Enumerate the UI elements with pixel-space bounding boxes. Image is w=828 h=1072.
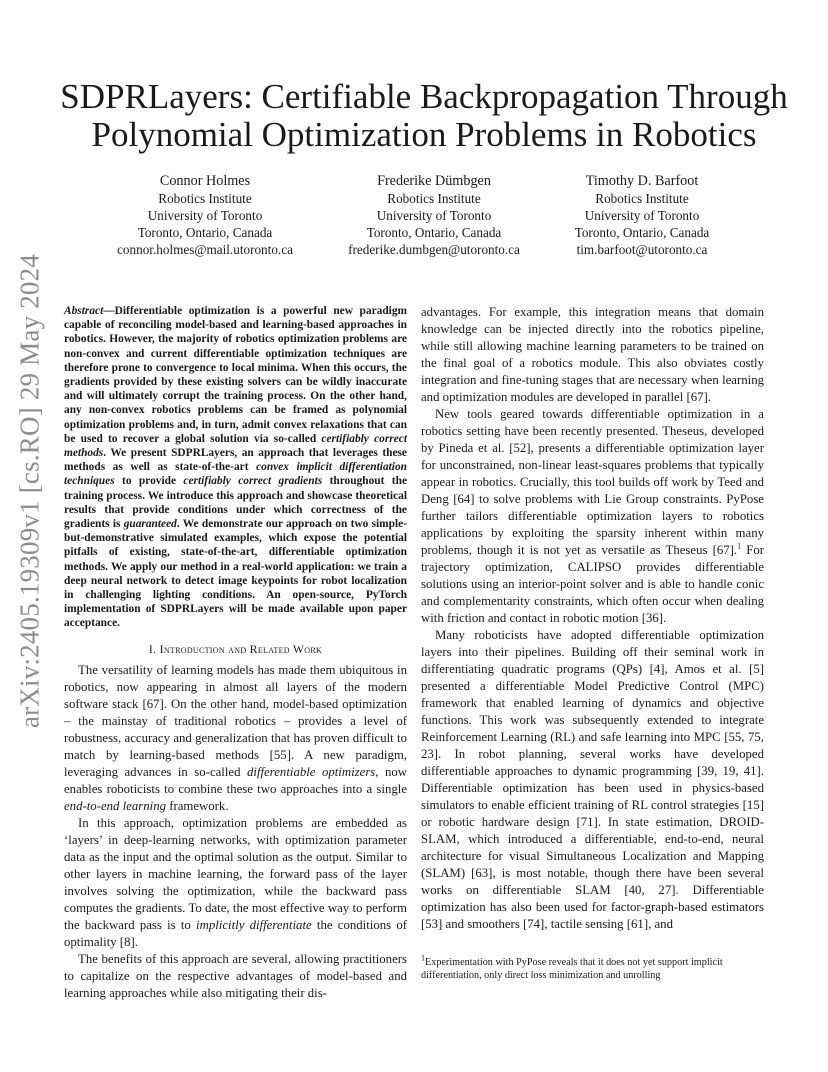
footnote-text: Experimentation with PyPose reveals that it does not yet support implicit differentiation, only direct loss minimization and unrolling	[421, 957, 723, 981]
paragraph	[421, 406, 764, 627]
author-barfoot	[522, 172, 762, 258]
abstract	[64, 304, 407, 631]
section-title: Introduction and Related Work	[159, 641, 323, 656]
section-heading	[64, 641, 407, 658]
abstract-emphasis: certifiably correct gradients	[183, 475, 323, 488]
author-holmes	[85, 172, 325, 258]
paragraph-text: , now enables roboticists to combine these two approaches into a single	[64, 764, 408, 796]
paragraph: Many roboticists have adopted differentiable optimization layers into their pipelines. Building off their seminal work in differentiating quadratic programs (QPs) [4], Amos et al. [5] presented a differentiable Model Predictive Control (MPC) framework that enabled learning of dynamics and objective functions. This work was subsequently extended to integrate Reinforcement Learning (RL) and safe learning into MPC [55, 75, 23]. In robot planning, several works have developed differentiable approaches to dynamic programming [39, 19, 41]. Differentiable optimization has been used in physics-based simulators to enable efficient training of RL control strategies [15] or robotic hardware design [71]. In state estimation, DROID-SLAM, which introduced a differentiable, end-to-end, neural architecture for visual Simultaneous Localization and Mapping (SLAM) [63], is most notable, though there have been several works on differentiable SLAM [40, 27]. Differentiable optimization has also been used for factor-graph-based estimators [53] and smoothers [74], tactile sensing [61], and	[421, 628, 764, 931]
title-line-1: SDPRLayers: Certifiable Backpropagation Through	[60, 77, 788, 116]
abstract-emphasis: convex implicit differentiation techniques	[64, 461, 407, 488]
paragraph-text: The versatility of learning models has made them ubiquitous in robotics, now appearing in almost all layers of the modern software stack [67]. On the other hand, model-based optimization – the mainstay of traditional robotics – provides a level of robustness, accuracy and generalization that has proven difficult to match by learning-based methods [55]. A new paradigm, leveraging advances in so-called	[64, 662, 407, 779]
left-column	[64, 304, 407, 1002]
abstract-text: to provide	[114, 475, 184, 488]
arxiv-id-text: arXiv:2405.19309v1 [cs.RO] 29 May 2024	[14, 253, 45, 729]
abstract-emphasis: certifiably correct methods	[64, 432, 407, 460]
author-email: connor.holmes@mail.utoronto.ca	[117, 242, 293, 257]
author-university: University of Toronto	[147, 208, 263, 223]
author-name: Frederike Dümbgen	[377, 173, 491, 189]
paragraph-emphasis: end-to-end learning	[64, 798, 166, 813]
author-university: University of Toronto	[376, 208, 492, 223]
paragraph: advantages. For example, this integration means that domain knowledge can be injected directly into the robotics pipeline, while still allowing machine learning parameters to be trained on the final goal of a robotics module. This also obviates costly integration and fine-tuning stages that are necessary when learning and optimization modules are developed in parallel [67].	[421, 305, 764, 404]
author-email: tim.barfoot@utoronto.ca	[576, 242, 708, 257]
paragraph-text: New tools geared towards differentiable optimization in a robotics setting have been recently presented. Theseus, developed by Pineda et al. [52], presents a differentiable optimization layer for unconstrained, non-linear least-squares problems that typically appear in robotics. Crucially, this tool builds off work by Teed and Deng [64] to solve problems with Lie Group constraints. PyPose further tailors differentiable optimization layers to robotics applications by exploiting the sparsity inherent within many problems, though it is not yet as versatile as Theseus [67].	[421, 407, 764, 557]
abstract-label: Abstract	[64, 305, 104, 317]
author-location: Toronto, Ontario, Canada	[574, 225, 710, 240]
paragraph-text: framework.	[166, 798, 229, 813]
paragraph: The benefits of this approach are several, allowing practitioners to capitalize on the respective advantages of model-based and learning approaches while also mitigating their dis-	[64, 951, 407, 1000]
footnote-mark: 1	[421, 953, 425, 963]
author-institute: Robotics Institute	[595, 191, 689, 206]
abstract-text: . We demonstrate our approach on two simple-but-demonstrative simulated examples, which expose the potential pitfalls of existing, state-of-the-art, differentiable optimization methods. We apply our method in a real-world application: we train a deep neural network to detect image keypoints for robot localization in challenging lighting conditions. An open-source, PyTorch implementation of SDPRLayers will be made available upon paper acceptance.	[64, 518, 407, 630]
author-email: frederike.dumbgen@utoronto.ca	[348, 242, 520, 257]
author-location: Toronto, Ontario, Canada	[137, 225, 273, 240]
footnote	[421, 953, 764, 982]
paragraph-text: For trajectory optimization, CALIPSO provides differentiable solutions using an interior-point solver and is able to handle conic and complementarity constraints, which often occur when dealing with friction and contact in robotic motion [36].	[421, 543, 764, 625]
abstract-emphasis: guaranteed	[123, 518, 177, 531]
paragraph-text: In this approach, optimization problems are embedded as ‘layers’ in deep-learning networks, with optimization parameter data as the input and the optimal solution as the output. Similar to other layers in machine learning, the forward pass of the layer involves solving the optimization, while the backward pass computes the gradients. To date, the most effective way to perform the backward pass is to	[64, 815, 407, 932]
paragraph-text: the conditions of optimality [8].	[64, 917, 407, 949]
author-dumbgen	[314, 172, 554, 258]
author-institute: Robotics Institute	[387, 191, 481, 206]
section-number: I.	[148, 641, 157, 656]
author-name: Timothy D. Barfoot	[585, 173, 699, 189]
author-location: Toronto, Ontario, Canada	[366, 225, 502, 240]
abstract-text: . We present SDPRLayers, an approach that leverages these methods as well as state-of-the-art	[64, 447, 407, 474]
abstract-text: —Differentiable optimization is a powerful new paradigm capable of reconciling model-based and learning-based approaches in robotics. However, the majority of robotics optimization problems are non-convex and current differentiable optimization techniques are therefore prone to convergence to local minima. When this occurs, the gradients provided by these existing solvers can be wildly inaccurate and will ultimately corrupt the training process. On the other hand, any non-convex robotics problems can be framed as polynomial optimization problems and, in turn, admit convex relaxations that can be used to recover a global solution via so-called	[64, 305, 407, 445]
paper-title	[60, 78, 788, 154]
author-name: Connor Holmes	[159, 173, 251, 189]
right-column	[421, 304, 764, 933]
arxiv-identifier-stamp	[10, 253, 50, 729]
title-line-2: Polynomial Optimization Problems in Robotics	[91, 115, 757, 154]
paragraph-emphasis: differentiable optimizers	[247, 764, 376, 779]
footnote-marker[interactable]: 1	[737, 541, 742, 551]
paragraph	[64, 662, 407, 815]
author-university: University of Toronto	[584, 208, 700, 223]
author-institute: Robotics Institute	[158, 191, 252, 206]
paragraph	[64, 815, 407, 951]
paragraph-emphasis: implicitly differentiate	[196, 917, 312, 932]
abstract-text: throughout the training process. We introduce this approach and showcase theoretical results that provide conditions under which correctness of the gradients is	[64, 475, 407, 531]
